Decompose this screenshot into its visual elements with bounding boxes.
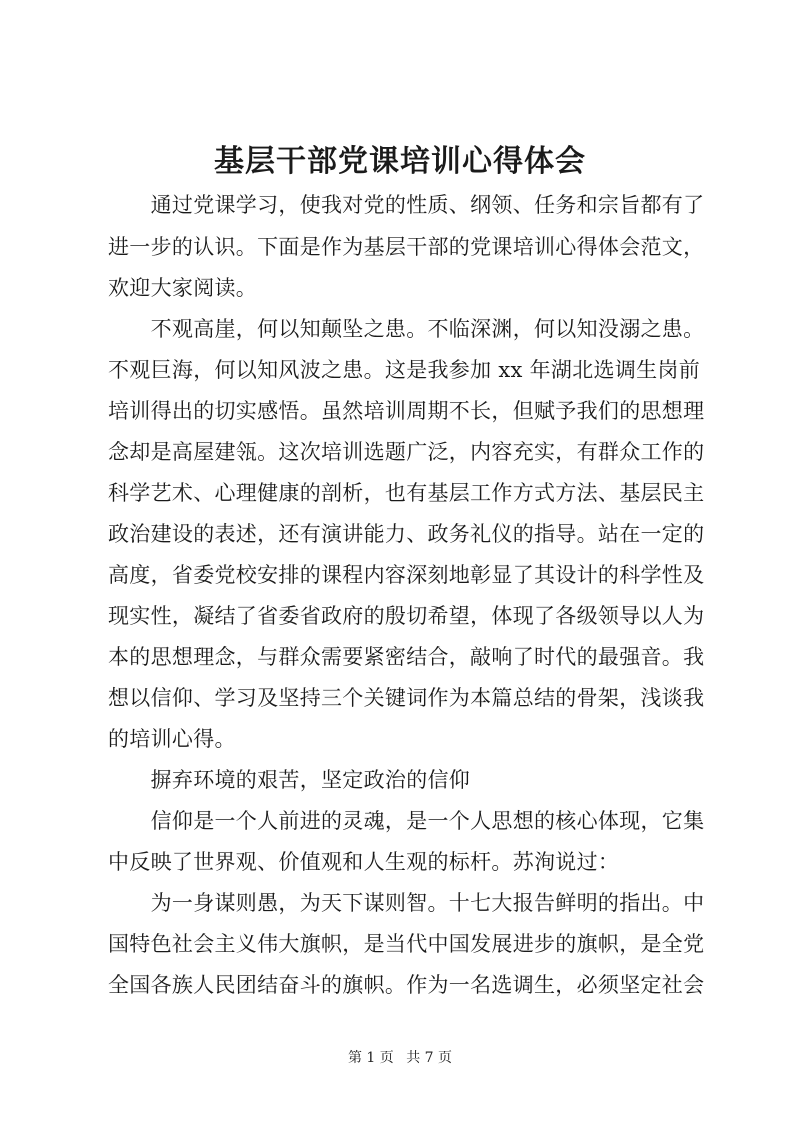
text-line: 现实性，凝结了省委省政府的殷切希望，体现了各级领导以人为	[108, 604, 705, 628]
text-line: 念却是高屋建瓴。这次培训选题广泛，内容充实，有群众工作的	[108, 440, 705, 464]
text-line: 政治建设的表述，还有演讲能力、政务礼仪的指导。站在一定的	[108, 522, 705, 546]
text-line: 中反映了世界观、价值观和人生观的标杆。苏洵说过：	[108, 850, 620, 874]
text-line: 高度，省委党校安排的课程内容深刻地彰显了其设计的科学性及	[108, 563, 705, 587]
text-line: 全国各族人民团结奋斗的旗帜。作为一名选调生，必须坚定社会	[108, 973, 705, 997]
text-line: 的培训心得。	[108, 727, 236, 751]
text-line: 想以信仰、学习及坚持三个关键词作为本篇总结的骨架，浅谈我	[108, 686, 705, 710]
text-line: 科学艺术、心理健康的剖析，也有基层工作方式方法、基层民主	[108, 481, 705, 505]
text-line: 不观高崖，何以知颠坠之患。不临深渊，何以知没溺之患。	[108, 317, 705, 341]
text-line: 欢迎大家阅读。	[108, 276, 258, 300]
text-line: 国特色社会主义伟大旗帜，是当代中国发展进步的旗帜，是全党	[108, 932, 705, 956]
text-line: 为一身谋则愚，为天下谋则智。十七大报告鲜明的指出。中	[108, 891, 705, 915]
text-line: 不观巨海，何以知风波之患。这是我参加 xx 年湖北选调生岗前	[108, 358, 701, 382]
text-line: 本的思想理念，与群众需要紧密结合，敲响了时代的最强音。我	[108, 645, 705, 669]
text-line: 进一步的认识。下面是作为基层干部的党课培训心得体会范文，	[108, 235, 705, 259]
text-line: 通过党课学习，使我对党的性质、纲领、任务和宗旨都有了	[108, 193, 705, 217]
text-line: 培训得出的切实感悟。虽然培训周期不长，但赋予我们的思想理	[108, 399, 705, 423]
page-title: 基层干部党课培训心得体会	[214, 144, 586, 179]
page-number: 第 1 页	[347, 1050, 394, 1066]
page-total: 共 7 页	[406, 1050, 453, 1066]
page-footer	[0, 1048, 800, 1068]
section-heading: 摒弃环境的艰苦，坚定政治的信仰	[108, 768, 471, 792]
text-line: 信仰是一个人前进的灵魂，是一个人思想的核心体现，它集	[108, 809, 705, 833]
